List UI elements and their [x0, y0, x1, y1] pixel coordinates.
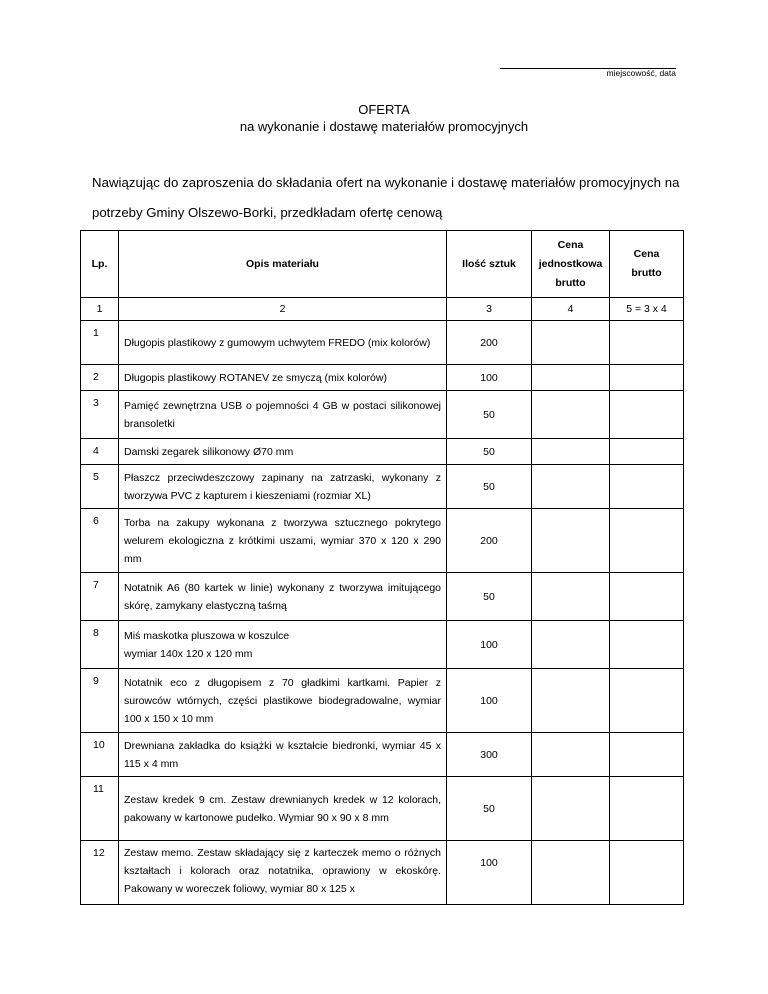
row-lp: 10 [81, 733, 119, 777]
row-unit-price-cell[interactable] [532, 777, 610, 841]
row-lp: 1 [81, 321, 119, 365]
row-price-cell[interactable] [610, 777, 684, 841]
row-description-line2: wymiar 140x 120 x 120 mm [124, 647, 253, 660]
row-unit-price-cell[interactable] [532, 573, 610, 621]
header-price-line2: brutto [631, 267, 662, 279]
row-description: Długopis plastikowy z gumowym uchwytem FREDO (mix kolorów) [119, 321, 447, 365]
column-number: 5 = 3 x 4 [610, 298, 684, 321]
table-row [81, 573, 684, 621]
row-quantity: 50 [447, 465, 532, 509]
offer-title: OFERTA [358, 102, 410, 117]
row-price-cell[interactable] [610, 841, 684, 905]
row-quantity: 100 [447, 621, 532, 669]
row-unit-price-cell[interactable] [532, 439, 610, 465]
header-unit-price-line3: brutto [555, 276, 586, 289]
row-lp: 8 [81, 621, 119, 669]
intro-line-1: Nawiązując do zaproszenia do składania ofert na wykonanie i dostawę materiałów promocyjnych na [92, 175, 680, 190]
row-lp: 3 [81, 391, 119, 439]
row-quantity: 50 [447, 439, 532, 465]
table-row [81, 733, 684, 777]
table-header-row [81, 231, 684, 298]
row-description: Płaszcz przeciwdeszczowy zapinany na zatrzaski, wykonany z tworzywa PVC z kapturem i kieszeniami (rozmiar XL) [119, 465, 447, 509]
column-number: 2 [119, 298, 447, 321]
row-unit-price-cell[interactable] [532, 841, 610, 905]
column-number: 1 [81, 298, 119, 321]
row-quantity: 50 [447, 573, 532, 621]
table-row [81, 321, 684, 365]
row-lp: 5 [81, 465, 119, 509]
row-unit-price-cell[interactable] [532, 621, 610, 669]
row-unit-price-cell[interactable] [532, 509, 610, 573]
offer-table [80, 230, 684, 905]
row-lp: 2 [81, 365, 119, 391]
row-unit-price-cell[interactable] [532, 733, 610, 777]
table-row [81, 365, 684, 391]
row-lp: 9 [81, 669, 119, 733]
row-quantity: 200 [447, 321, 532, 365]
row-lp: 7 [81, 573, 119, 621]
row-price-cell[interactable] [610, 439, 684, 465]
row-unit-price-cell[interactable] [532, 365, 610, 391]
header-unit-price-line2: jednostkowa [538, 257, 603, 270]
row-price-cell[interactable] [610, 391, 684, 439]
column-number: 4 [532, 298, 610, 321]
table-row [81, 621, 684, 669]
row-price-cell[interactable] [610, 465, 684, 509]
header-price-line1: Cena [633, 248, 660, 260]
row-quantity: 200 [447, 509, 532, 573]
row-description [119, 621, 447, 669]
row-quantity: 100 [447, 841, 532, 905]
row-quantity: 50 [447, 391, 532, 439]
table-row [81, 777, 684, 841]
row-description: Pamięć zewnętrzna USB o pojemności 4 GB w postaci silikonowej bransoletki [119, 391, 447, 439]
header-lp: Lp. [81, 231, 119, 298]
row-lp: 6 [81, 509, 119, 573]
table-row [81, 391, 684, 439]
row-description: Torba na zakupy wykonana z tworzywa sztucznego pokrytego welurem ekologiczna z krótkimi uszami, wymiar 370 x 120 x 290 mm [119, 509, 447, 573]
header-unit-price-line1: Cena [557, 238, 584, 251]
row-price-cell[interactable] [610, 621, 684, 669]
header-price [610, 231, 684, 298]
intro-paragraph [92, 168, 680, 228]
row-unit-price-cell[interactable] [532, 669, 610, 733]
row-price-cell[interactable] [610, 669, 684, 733]
row-lp: 4 [81, 439, 119, 465]
row-price-cell[interactable] [610, 573, 684, 621]
table-row [81, 509, 684, 573]
row-description: Notatnik eco z długopisem z 70 gładkimi kartkami. Papier z surowców wtórnych, części plastikowe biodegradowalne, wymiar 100 x 150 x 10 mm [119, 669, 447, 733]
row-unit-price-cell[interactable] [532, 321, 610, 365]
column-number-row [81, 298, 684, 321]
row-price-cell[interactable] [610, 509, 684, 573]
header-description: Opis materiału [119, 231, 447, 298]
row-description: Notatnik A6 (80 kartek w linie) wykonany z tworzywa imitującego skórę, zamykany elastyczną taśmą [119, 573, 447, 621]
row-description: Długopis plastikowy ROTANEV ze smyczą (mix kolorów) [119, 365, 447, 391]
row-description: Zestaw memo. Zestaw składający się z karteczek memo o różnych kształtach i kolorach oraz notatnika, oprawiony w ekoskórę. Pakowany w woreczek foliowy, wymiar 80 x 125 x [119, 841, 447, 905]
table-row [81, 439, 684, 465]
intro-line-2: potrzeby Gminy Olszewo-Borki, przedkładam ofertę cenową [92, 205, 443, 220]
row-quantity: 100 [447, 365, 532, 391]
table-row [81, 841, 684, 905]
row-description: Drewniana zakładka do książki w kształcie biedronki, wymiar 45 x 115 x 4 mm [119, 733, 447, 777]
row-description: Damski zegarek silikonowy Ø70 mm [119, 439, 447, 465]
row-unit-price-cell[interactable] [532, 465, 610, 509]
table-row [81, 465, 684, 509]
place-date-label: miejscowość, data [606, 68, 676, 78]
row-quantity: 300 [447, 733, 532, 777]
row-price-cell[interactable] [610, 321, 684, 365]
row-lp: 12 [81, 841, 119, 905]
row-description: Zestaw kredek 9 cm. Zestaw drewnianych kredek w 12 kolorach, pakowany w kartonowe pudełko. Wymiar 90 x 90 x 8 mm [119, 777, 447, 841]
offer-subtitle: na wykonanie i dostawę materiałów promocyjnych [239, 119, 529, 134]
row-unit-price-cell[interactable] [532, 391, 610, 439]
row-quantity: 50 [447, 777, 532, 841]
column-number: 3 [447, 298, 532, 321]
row-quantity: 100 [447, 669, 532, 733]
row-price-cell[interactable] [610, 365, 684, 391]
row-lp: 11 [81, 777, 119, 841]
row-description-line1: Miś maskotka pluszowa w koszulce [124, 629, 290, 642]
header-unit-price [532, 231, 610, 298]
header-quantity: Ilość sztuk [447, 231, 532, 298]
table-row [81, 669, 684, 733]
row-price-cell[interactable] [610, 733, 684, 777]
